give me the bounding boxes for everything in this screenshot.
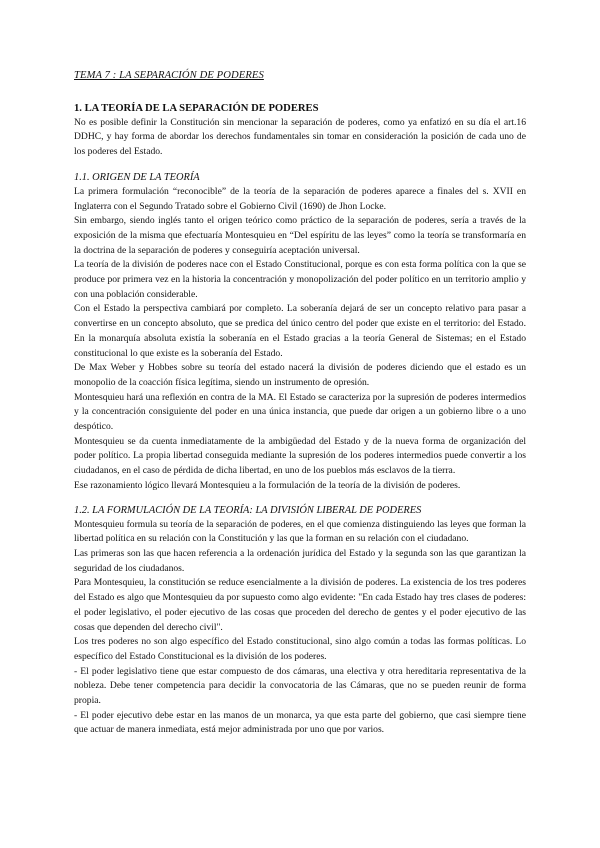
- spacer: [74, 160, 526, 170]
- section-1-intro: No es posible definir la Constitución sin mencionar la separación de poderes, como ya enfatizó en su día el art.16 DDHC, y hay forma de abordar los derechos fundamentales sin tomar en consideración la posición de cada uno de los poderes del Estado.: [74, 116, 526, 158]
- paragraph: La primera formulación “reconocible” de la teoría de la separación de poderes aparece a finales del s. XVII en Inglaterra con el Segundo Tratado sobre el Gobierno Civil (1690) de Jhon Locke.: [74, 185, 526, 212]
- paragraph: Montesquieu formula su teoría de la separación de poderes, en el que comienza distinguiendo las leyes que forman la libertad política en su relación con la Constitución y las que la forman en su relación con el ciudadano.: [74, 518, 526, 545]
- list-item: - El poder legislativo tiene que estar compuesto de dos cámaras, una electiva y otra hereditaria representativa de la nobleza. Debe tener competencia para decidir la convocatoria de las Cámaras, que no se pueden reunir de forma propia.: [74, 665, 526, 707]
- document-title: TEMA 7 : LA SEPARACIÓN DE PODERES: [74, 70, 264, 81]
- subsection-heading-1-1: 1.1. ORIGEN DE LA TEORÍA: [74, 171, 200, 183]
- document-content: [74, 69, 526, 738]
- list-item: - El poder ejecutivo debe estar en las manos de un monarca, ya que esta parte del gobierno, que casi siempre tiene que actuar de manera inmediata, está mejor administrada por uno que por varios.: [74, 709, 526, 736]
- section-heading-1: 1. LA TEORÍA DE LA SEPARACIÓN DE PODERES: [74, 102, 319, 114]
- paragraph: De Max Weber y Hobbes sobre su teoría del estado nacerá la división de poderes diciendo que el estado es un monopolio de la coacción física legítima, siendo un instrumento de opresión.: [74, 362, 526, 388]
- spacer: [74, 494, 526, 503]
- paragraph: La teoría de la división de poderes nace con el Estado Constitucional, porque es con esta forma política con la que se produce por primera vez en la historia la concentración y monopolización del poder político en un territorio amplio y con una población considerable.: [74, 259, 526, 300]
- paragraph: Las primeras son las que hacen referencia a la ordenación jurídica del Estado y la segunda son las que garantizan la seguridad de los ciudadanos.: [74, 547, 526, 574]
- paragraph: Con el Estado la perspectiva cambiará por completo. La soberanía dejará de ser un concepto relativo para pasar a convertirse en un concepto absoluto, que se predica del único centro del poder que existe en el territorio: del Estado. En la monarquía absoluta existía la soberanía en el Estado gracias a la teoría General de Sistemas; en el Estado constitucional lo que existe es la soberanía del Estado.: [74, 303, 526, 359]
- paragraph: Sin embargo, siendo inglés tanto el origen teórico como práctico de la separación de poderes, sería a través de la exposición de la misma que efectuaría Montesquieu en “Del espíritu de las leyes” como la teoría se transformaría en la doctrina de la separación de poderes y conseguiría aceptación universal.: [74, 215, 526, 256]
- paragraph: Los tres poderes no son algo específico del Estado constitucional, sino algo común a todas las formas políticas. Lo específico del Estado Constitucional es la división de los poderes.: [74, 636, 526, 662]
- subsection-heading-1-2: 1.2. LA FORMULACIÓN DE LA TEORÍA: LA DIVISIÓN LIBERAL DE PODERES: [74, 504, 422, 516]
- paragraph: Montesquieu hará una reflexión en contra de la MA. El Estado se caracteriza por la supresión de poderes intermedios y la concentración consiguiente del poder en una única instancia, que puede dar origen a un gobierno libre o a uno despótico.: [74, 391, 526, 433]
- paragraph: Montesquieu se da cuenta inmediatamente de la ambigüedad del Estado y de la nueva forma de organización del poder político. La propia libertad conseguida mediante la supresión de los poderes intermedios puede convertir a los ciudadanos, en el caso de pérdida de dicha libertad, en uno de los pueblos más esclavos de la tierra.: [74, 435, 526, 477]
- paragraph: Ese razonamiento lógico llevará Montesquieu a la formulación de la teoría de la división de poderes.: [74, 479, 461, 491]
- paragraph: Para Montesquieu, la constitución se reduce esencialmente a la división de poderes. La existencia de los tres poderes del Estado es algo que Montesquieu da por supuesto como algo evidente: "En cada Estado hay tres clases de poderes: el poder legislativo, el poder ejecutivo de las cosas que proceden del derecho de gentes y el poder ejecutivo de las cosas que dependen del derecho civil".: [74, 577, 526, 633]
